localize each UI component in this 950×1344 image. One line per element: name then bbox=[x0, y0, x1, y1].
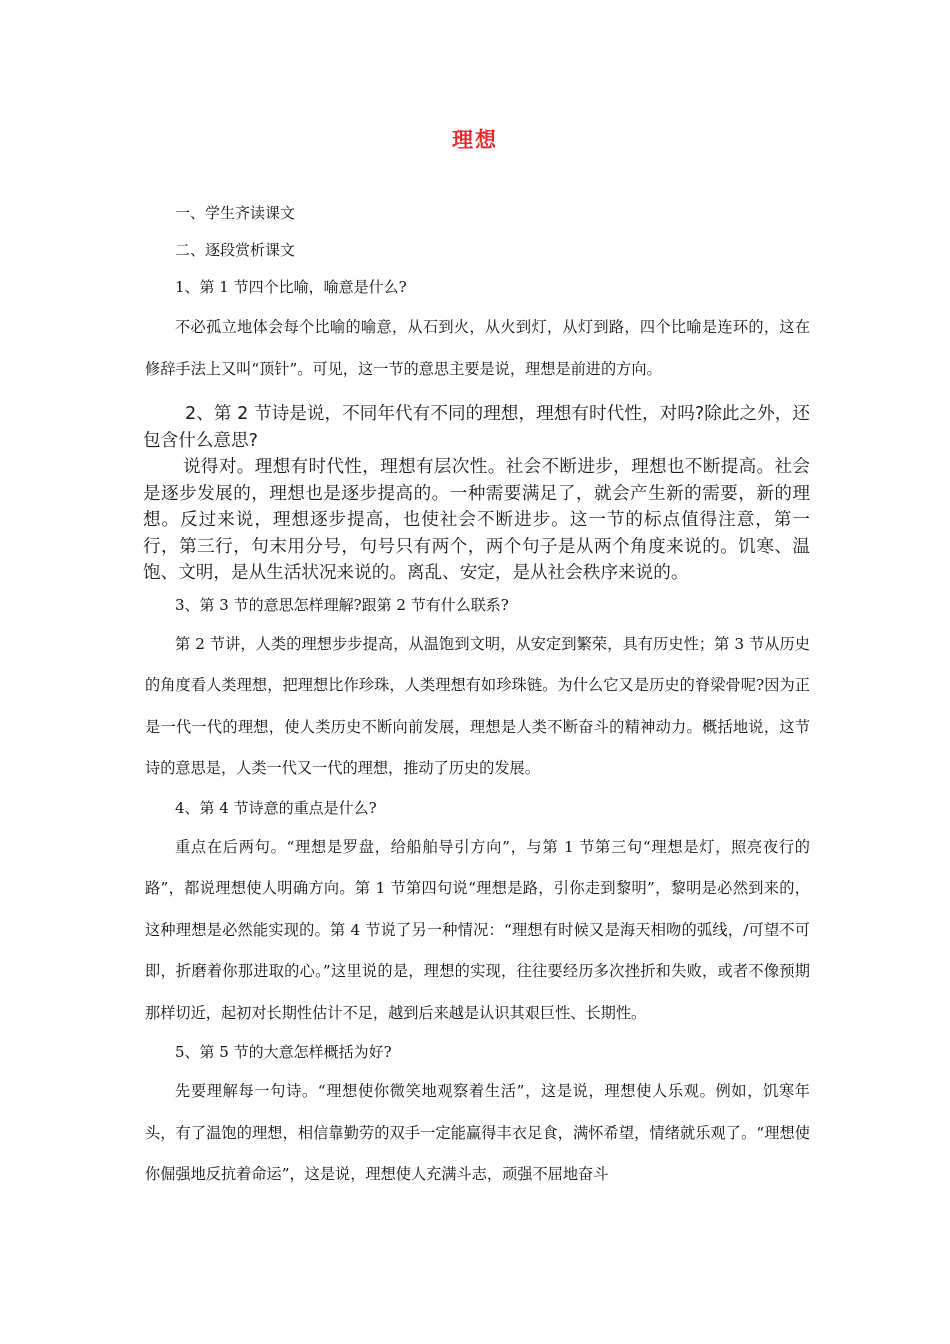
answer-3: 第 2 节讲，人类的理想步步提高，从温饱到文明，从安定到繁荣，具有历史性；第 3 节从历史的角度看人类理想，把理想比作珍珠，人类理想有如珍珠链。为什么它又是历史的脊梁骨呢?因为正是一代一代的理想，使人类历史不断向前发展，理想是人类不断奋斗的精神动力。概括地说，这节诗的意思是，人类一代又一代的理想，推动了历史的发展。 bbox=[145, 634, 810, 777]
answer-2: 说得对。理想有时代性，理想有层次性。社会不断进步，理想也不断提高。社会是逐步发展的，理想也是逐步提高的。一种需要满足了，就会产生新的需要，新的理想。反过来说，理想逐步提高，也使社会不断进步。这一节的标点值得注意，第一行，第三行，句末用分号，句号只有两个，两个句子是从两个角度来说的。饥寒、温饱、文明，是从生活状况来说的。离乱、安定，是从社会秩序来说的。 bbox=[143, 457, 810, 583]
spacer bbox=[145, 390, 810, 394]
answer-4: 重点在后两句。“理想是罗盘，给船舶导引方向”，与第 1 节第三句“理想是灯，照亮夜行的路”，都说理想使人明确方向。第 1 节第四句说“理想是路，引你走到黎明”，黎明是必然到来的，这种理想是必然能实现的。第 4 节说了另一种情况：“理想有时候又是海天相吻的弧线，/可望不可即，折磨着你那进取的心。”这里说的是，理想的实现，往往要经历多次挫折和失败，或者不像预期那样切近，起初对长期性估计不足，越到后来越是认识其艰巨性、长期性。 bbox=[145, 837, 810, 1022]
section-heading-2: 二、逐段赏析课文 bbox=[175, 241, 296, 259]
question-1: 1、第 1 节四个比喻，喻意是什么? bbox=[175, 278, 407, 296]
question-2: 2、第 2 节诗是说，不同年代有不同的理想，理想有时代性，对吗?除此之外，还包含什么意思? bbox=[143, 404, 810, 451]
answer-1: 不必孤立地体会每个比喻的喻意，从石到火，从火到灯，从灯到路，四个比喻是连环的，这在修辞手法上又叫“顶针”。可见，这一节的意思主要是说，理想是前进的方向。 bbox=[145, 318, 810, 378]
page-title: 理想 bbox=[452, 127, 498, 152]
answer-5: 先要理解每一句诗。“理想使你微笑地观察着生活”，这是说，理想使人乐观。例如，饥寒年头，有了温饱的理想，相信靠勤劳的双手一定能赢得丰衣足食，满怀希望，情绪就乐观了。“理想使你倔强地反抗着命运”，这是说，理想使人充满斗志，顽强不屈地奋斗 bbox=[145, 1082, 810, 1183]
question-4: 4、第 4 节诗意的重点是什么? bbox=[175, 798, 377, 817]
section-heading-1: 一、学生齐读课文 bbox=[175, 204, 296, 222]
document-body bbox=[145, 195, 810, 1196]
question-5: 5、第 5 节的大意怎样概括为好? bbox=[175, 1043, 392, 1061]
question-3: 3、第 3 节的意思怎样理解?跟第 2 节有什么联系? bbox=[175, 595, 509, 614]
